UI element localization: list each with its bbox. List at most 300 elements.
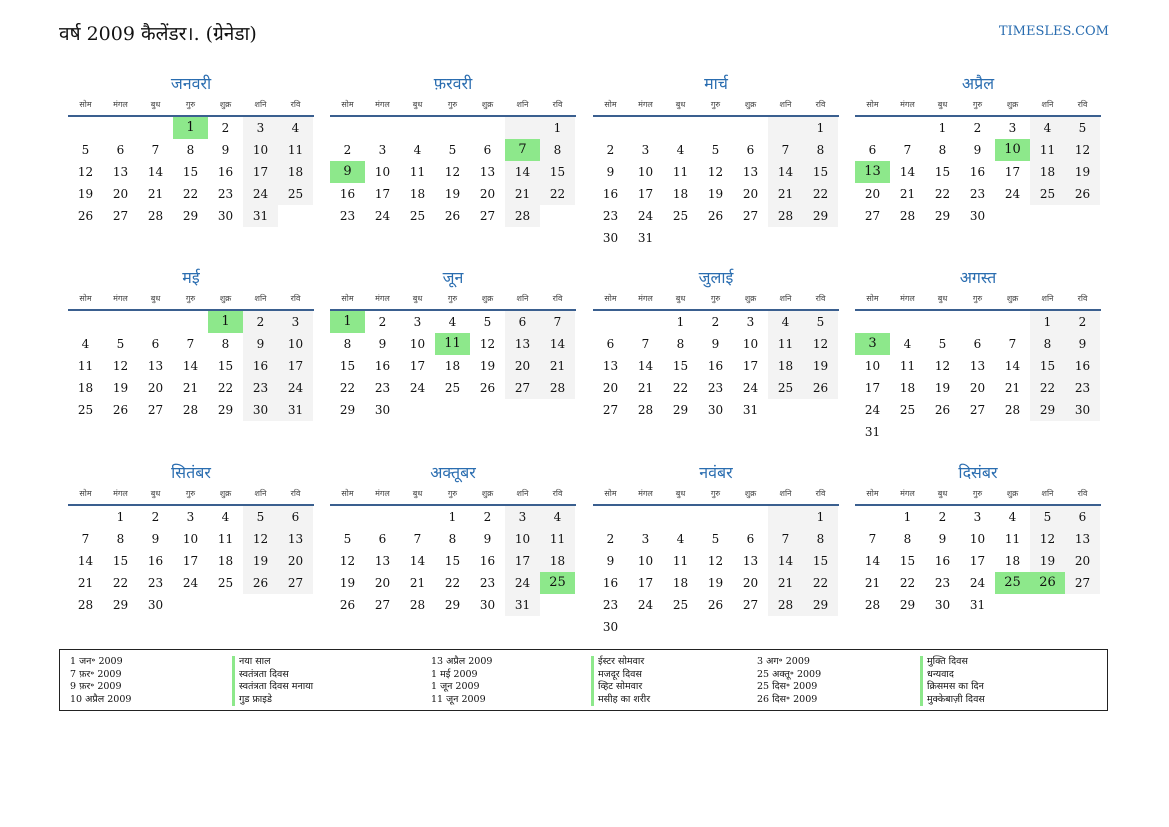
day-cell: 19	[707, 576, 724, 590]
weekday-label: गुरु	[447, 100, 458, 109]
day-cell: 15	[540, 161, 575, 183]
day-cell: 24	[1004, 187, 1021, 201]
day-cell: 12	[1030, 528, 1065, 550]
weekday-label: सोम	[79, 100, 92, 109]
empty-cell	[855, 117, 890, 139]
day-cell: 25	[672, 209, 689, 223]
holiday-day-cell: 1	[208, 311, 243, 333]
empty-cell	[365, 506, 400, 528]
day-cell: 18	[77, 381, 94, 395]
day-cell: 10	[278, 333, 313, 355]
month-block	[855, 266, 1101, 443]
day-cell: 26	[803, 377, 838, 399]
day-cell: 26	[112, 403, 129, 417]
day-cell: 7	[413, 532, 422, 546]
day-cell: 29	[672, 403, 689, 417]
weekday-label: रवि	[290, 489, 301, 498]
empty-cell	[890, 117, 925, 139]
month-name: अगस्त	[959, 268, 997, 287]
day-cell: 9	[606, 165, 615, 179]
day-cell: 8	[803, 139, 838, 161]
day-grid	[330, 117, 576, 227]
legend-holiday-name: क्रिसमस का दिन	[920, 681, 985, 694]
day-cell: 17	[969, 554, 986, 568]
legend-holiday-name: मुक्केबाज़ी दिवस	[920, 694, 985, 707]
weekday-label: शनि	[1041, 294, 1054, 303]
weekday-label: गुरु	[710, 489, 721, 498]
day-cell: 22	[672, 381, 689, 395]
legend-date: 25 अक्तू॰ 2009	[757, 668, 822, 680]
legend-holiday-name: गुड फ्राइडे	[232, 694, 313, 707]
day-cell: 12	[1065, 139, 1100, 161]
day-cell: 6	[278, 506, 313, 528]
legend-date: 11 जून 2009	[431, 693, 486, 705]
month-block	[330, 266, 576, 421]
legend-holiday-name: धन्यवाद	[920, 669, 985, 682]
weekday-header	[593, 293, 839, 311]
day-cell: 5	[116, 337, 125, 351]
weekday-label: शुक्र	[481, 489, 494, 498]
weekday-label: गुरु	[972, 294, 983, 303]
day-cell: 10	[374, 165, 391, 179]
empty-cell	[103, 117, 138, 139]
day-cell: 3	[378, 143, 387, 157]
day-cell: 12	[479, 337, 496, 351]
day-cell: 6	[746, 143, 755, 157]
day-grid	[855, 506, 1101, 616]
day-cell: 29	[339, 403, 356, 417]
day-cell: 21	[637, 381, 654, 395]
day-cell: 18	[768, 355, 803, 377]
day-cell: 5	[938, 337, 947, 351]
holiday-day-cell: 9	[330, 161, 365, 183]
weekday-label: सोम	[604, 100, 617, 109]
day-cell: 19	[339, 576, 356, 590]
day-cell: 21	[182, 381, 199, 395]
day-cell: 19	[707, 187, 724, 201]
weekday-label: शनि	[516, 294, 529, 303]
day-cell: 8	[540, 139, 575, 161]
day-cell: 29	[803, 594, 838, 616]
day-cell: 16	[374, 359, 391, 373]
holiday-day-cell: 10	[995, 139, 1030, 161]
weekday-label: मंगल	[113, 294, 128, 303]
day-grid	[68, 506, 314, 616]
empty-cell	[960, 311, 995, 333]
weekday-label: बुध	[675, 100, 686, 109]
weekday-label: सोम	[341, 294, 354, 303]
weekday-header	[330, 99, 576, 117]
weekday-label: बुध	[937, 100, 948, 109]
weekday-label: रवि	[815, 294, 826, 303]
day-cell: 14	[505, 161, 540, 183]
month-block	[330, 72, 576, 227]
day-cell: 4	[81, 337, 90, 351]
day-cell: 14	[864, 554, 881, 568]
day-cell: 8	[1030, 333, 1065, 355]
day-cell: 7	[768, 139, 803, 161]
day-cell: 24	[374, 209, 391, 223]
day-cell: 30	[243, 399, 278, 421]
day-cell: 12	[707, 165, 724, 179]
weekday-label: गुरु	[710, 294, 721, 303]
day-cell: 28	[182, 403, 199, 417]
day-cell: 4	[221, 510, 230, 524]
month-block	[68, 72, 314, 227]
weekday-label: सोम	[79, 294, 92, 303]
day-cell: 19	[1065, 161, 1100, 183]
day-cell: 8	[116, 532, 125, 546]
day-cell: 2	[938, 510, 947, 524]
day-cell: 30	[217, 209, 234, 223]
day-cell: 1	[676, 315, 685, 329]
empty-cell	[768, 506, 803, 528]
day-cell: 11	[1030, 139, 1065, 161]
day-cell: 1	[803, 506, 838, 528]
day-cell: 2	[221, 121, 230, 135]
day-cell: 11	[672, 554, 689, 568]
day-cell: 23	[479, 576, 496, 590]
weekday-header	[330, 293, 576, 311]
day-cell: 9	[378, 337, 387, 351]
day-cell: 14	[409, 554, 426, 568]
legend-holiday-name: मसीह का शरीर	[591, 694, 650, 707]
day-cell: 7	[903, 143, 912, 157]
day-cell: 21	[768, 572, 803, 594]
holiday-day-cell: 1	[173, 117, 208, 139]
day-cell: 14	[77, 554, 94, 568]
day-cell: 4	[413, 143, 422, 157]
day-cell: 10	[969, 532, 986, 546]
weekday-label: शुक्र	[1006, 100, 1019, 109]
day-cell: 22	[112, 576, 129, 590]
day-cell: 25	[409, 209, 426, 223]
day-cell: 11	[768, 333, 803, 355]
weekday-label: मंगल	[113, 489, 128, 498]
day-cell: 22	[444, 576, 461, 590]
legend-date: 25 दिस॰ 2009	[757, 681, 818, 692]
holiday-day-cell: 3	[855, 333, 890, 355]
empty-cell	[400, 117, 435, 139]
day-cell: 4	[448, 315, 457, 329]
day-cell: 3	[641, 143, 650, 157]
empty-cell	[628, 506, 663, 528]
day-cell: 8	[903, 532, 912, 546]
day-cell: 13	[278, 528, 313, 550]
day-cell: 12	[444, 165, 461, 179]
day-cell: 5	[343, 532, 352, 546]
weekday-label: शुक्र	[219, 489, 232, 498]
legend-date: 9 फ़र॰ 2009	[70, 681, 122, 692]
legend-dates-3	[757, 656, 821, 706]
day-cell: 13	[147, 359, 164, 373]
day-cell: 16	[147, 554, 164, 568]
weekday-label: सोम	[866, 489, 879, 498]
day-grid	[68, 117, 314, 227]
legend-date: 7 फ़र॰ 2009	[70, 668, 122, 680]
day-cell: 18	[1004, 554, 1021, 568]
holiday-day-cell: 25	[995, 572, 1030, 594]
day-cell: 18	[672, 187, 689, 201]
empty-cell	[330, 506, 365, 528]
day-cell: 26	[339, 598, 356, 612]
day-cell: 30	[707, 403, 724, 417]
empty-cell	[593, 506, 628, 528]
month-name: जून	[442, 268, 464, 287]
weekday-label: सोम	[866, 100, 879, 109]
day-cell: 26	[1065, 183, 1100, 205]
day-cell: 15	[339, 359, 356, 373]
month-block	[68, 461, 314, 616]
legend-holiday-name: व्हिट सोमवार	[591, 681, 650, 694]
month-block	[593, 461, 839, 638]
day-cell: 10	[742, 337, 759, 351]
weekday-label: शनि	[254, 489, 267, 498]
legend-date: 1 जन॰ 2009	[70, 656, 123, 667]
weekday-label: शनि	[1041, 489, 1054, 498]
weekday-label: शनि	[779, 100, 792, 109]
empty-cell	[628, 311, 663, 333]
day-cell: 21	[505, 183, 540, 205]
weekday-label: मंगल	[900, 489, 915, 498]
empty-cell	[593, 311, 628, 333]
weekday-label: मंगल	[638, 489, 653, 498]
day-cell: 2	[378, 315, 387, 329]
weekday-label: गुरु	[972, 489, 983, 498]
day-cell: 20	[969, 381, 986, 395]
holiday-day-cell: 11	[435, 333, 470, 355]
day-cell: 14	[182, 359, 199, 373]
day-cell: 1	[540, 117, 575, 139]
empty-cell	[768, 117, 803, 139]
day-cell: 26	[707, 598, 724, 612]
day-cell: 20	[602, 381, 619, 395]
day-cell: 27	[969, 403, 986, 417]
day-cell: 29	[899, 598, 916, 612]
day-cell: 8	[186, 143, 195, 157]
day-cell: 27	[147, 403, 164, 417]
day-cell: 21	[77, 576, 94, 590]
legend-holiday-name: ईस्टर सोमवार	[591, 656, 650, 669]
day-grid	[593, 311, 839, 421]
day-cell: 17	[742, 359, 759, 373]
weekday-header	[68, 293, 314, 311]
day-grid	[330, 311, 576, 421]
weekday-label: रवि	[815, 100, 826, 109]
weekday-header	[855, 293, 1101, 311]
day-cell: 10	[505, 528, 540, 550]
day-cell: 26	[934, 403, 951, 417]
day-cell: 31	[637, 231, 654, 245]
day-cell: 24	[637, 209, 654, 223]
day-cell: 21	[1004, 381, 1021, 395]
day-cell: 30	[374, 403, 391, 417]
day-cell: 18	[444, 359, 461, 373]
weekday-label: शुक्र	[481, 294, 494, 303]
empty-cell	[663, 117, 698, 139]
day-cell: 3	[505, 506, 540, 528]
weekday-label: सोम	[79, 489, 92, 498]
day-cell: 1	[448, 510, 457, 524]
weekday-label: सोम	[866, 294, 879, 303]
legend-holiday-name: नया साल	[232, 656, 313, 669]
weekday-label: मंगल	[375, 100, 390, 109]
empty-cell	[698, 506, 733, 528]
day-cell: 15	[1030, 355, 1065, 377]
day-cell: 9	[243, 333, 278, 355]
day-cell: 4	[1030, 117, 1065, 139]
day-cell: 16	[479, 554, 496, 568]
weekday-label: रवि	[552, 489, 563, 498]
day-cell: 26	[243, 572, 278, 594]
day-cell: 30	[969, 209, 986, 223]
legend-holiday-name: स्वतंत्रता दिवस मनाया	[232, 681, 313, 694]
legend-date: 10 अप्रैल 2009	[70, 693, 132, 705]
day-cell: 24	[505, 572, 540, 594]
day-cell: 13	[1065, 528, 1100, 550]
weekday-label: मंगल	[900, 294, 915, 303]
day-cell: 26	[444, 209, 461, 223]
weekday-label: शनि	[1041, 100, 1054, 109]
day-cell: 25	[77, 403, 94, 417]
empty-cell	[68, 117, 103, 139]
empty-cell	[470, 117, 505, 139]
weekday-label: शनि	[516, 100, 529, 109]
day-cell: 21	[540, 355, 575, 377]
empty-cell	[925, 311, 960, 333]
day-cell: 4	[1008, 510, 1017, 524]
day-cell: 22	[339, 381, 356, 395]
day-cell: 11	[540, 528, 575, 550]
day-cell: 16	[934, 554, 951, 568]
day-cell: 3	[973, 510, 982, 524]
day-cell: 13	[969, 359, 986, 373]
day-cell: 29	[1030, 399, 1065, 421]
day-cell: 7	[768, 528, 803, 550]
day-cell: 4	[676, 532, 685, 546]
day-cell: 10	[243, 139, 278, 161]
weekday-label: गुरु	[447, 294, 458, 303]
weekday-header	[330, 488, 576, 506]
legend-date: 3 अग॰ 2009	[757, 656, 810, 667]
day-cell: 15	[672, 359, 689, 373]
day-cell: 21	[768, 183, 803, 205]
holiday-day-cell: 25	[540, 572, 575, 594]
month-name: अप्रैल	[961, 74, 995, 93]
day-cell: 19	[479, 359, 496, 373]
day-cell: 28	[77, 598, 94, 612]
day-cell: 22	[1030, 377, 1065, 399]
empty-cell	[733, 506, 768, 528]
weekday-label: गुरु	[185, 294, 196, 303]
day-cell: 2	[606, 532, 615, 546]
day-cell: 21	[147, 187, 164, 201]
day-cell: 10	[637, 554, 654, 568]
empty-cell	[138, 311, 173, 333]
month-block	[330, 461, 576, 616]
legend-holiday-name: स्वतंत्रता दिवस	[232, 669, 313, 682]
day-cell: 9	[483, 532, 492, 546]
day-cell: 30	[479, 598, 496, 612]
empty-cell	[505, 117, 540, 139]
day-cell: 24	[742, 381, 759, 395]
day-cell: 19	[803, 355, 838, 377]
empty-cell	[733, 117, 768, 139]
weekday-label: शुक्र	[744, 489, 757, 498]
day-cell: 2	[243, 311, 278, 333]
day-cell: 31	[742, 403, 759, 417]
day-cell: 1	[1030, 311, 1065, 333]
site-link[interactable]: TIMESLES.COM	[998, 24, 1109, 39]
legend-names-1	[232, 656, 313, 706]
weekday-header	[68, 488, 314, 506]
legend-date: 1 जून 2009	[431, 681, 480, 692]
day-cell: 15	[803, 161, 838, 183]
day-cell: 29	[934, 209, 951, 223]
day-cell: 16	[217, 165, 234, 179]
month-block	[593, 266, 839, 421]
empty-cell	[330, 117, 365, 139]
day-cell: 5	[711, 532, 720, 546]
day-cell: 4	[903, 337, 912, 351]
day-cell: 28	[899, 209, 916, 223]
day-cell: 12	[803, 333, 838, 355]
day-cell: 27	[602, 403, 619, 417]
day-cell: 26	[707, 209, 724, 223]
day-cell: 23	[969, 187, 986, 201]
day-cell: 21	[899, 187, 916, 201]
day-cell: 3	[278, 311, 313, 333]
day-cell: 22	[899, 576, 916, 590]
weekday-label: शनि	[254, 100, 267, 109]
day-cell: 23	[147, 576, 164, 590]
day-cell: 26	[479, 381, 496, 395]
day-cell: 3	[641, 532, 650, 546]
weekday-label: रवि	[290, 294, 301, 303]
day-cell: 5	[1065, 117, 1100, 139]
day-grid	[68, 311, 314, 421]
day-cell: 28	[637, 403, 654, 417]
weekday-label: मंगल	[638, 294, 653, 303]
holiday-day-cell: 1	[330, 311, 365, 333]
day-cell: 10	[409, 337, 426, 351]
day-grid	[593, 506, 839, 638]
day-cell: 18	[672, 576, 689, 590]
day-cell: 17	[374, 187, 391, 201]
day-cell: 10	[864, 359, 881, 373]
day-cell: 3	[413, 315, 422, 329]
day-cell: 5	[483, 315, 492, 329]
day-cell: 16	[1065, 355, 1100, 377]
day-cell: 9	[151, 532, 160, 546]
day-cell: 22	[934, 187, 951, 201]
day-cell: 23	[934, 576, 951, 590]
weekday-label: शुक्र	[1006, 489, 1019, 498]
weekday-label: बुध	[412, 294, 423, 303]
day-cell: 4	[676, 143, 685, 157]
day-cell: 19	[934, 381, 951, 395]
day-cell: 17	[637, 187, 654, 201]
weekday-label: रवि	[1077, 100, 1088, 109]
weekday-header	[593, 99, 839, 117]
day-cell: 9	[606, 554, 615, 568]
day-cell: 13	[112, 165, 129, 179]
day-cell: 12	[934, 359, 951, 373]
day-cell: 28	[147, 209, 164, 223]
day-cell: 29	[444, 598, 461, 612]
day-cell: 13	[742, 554, 759, 568]
day-cell: 20	[742, 187, 759, 201]
